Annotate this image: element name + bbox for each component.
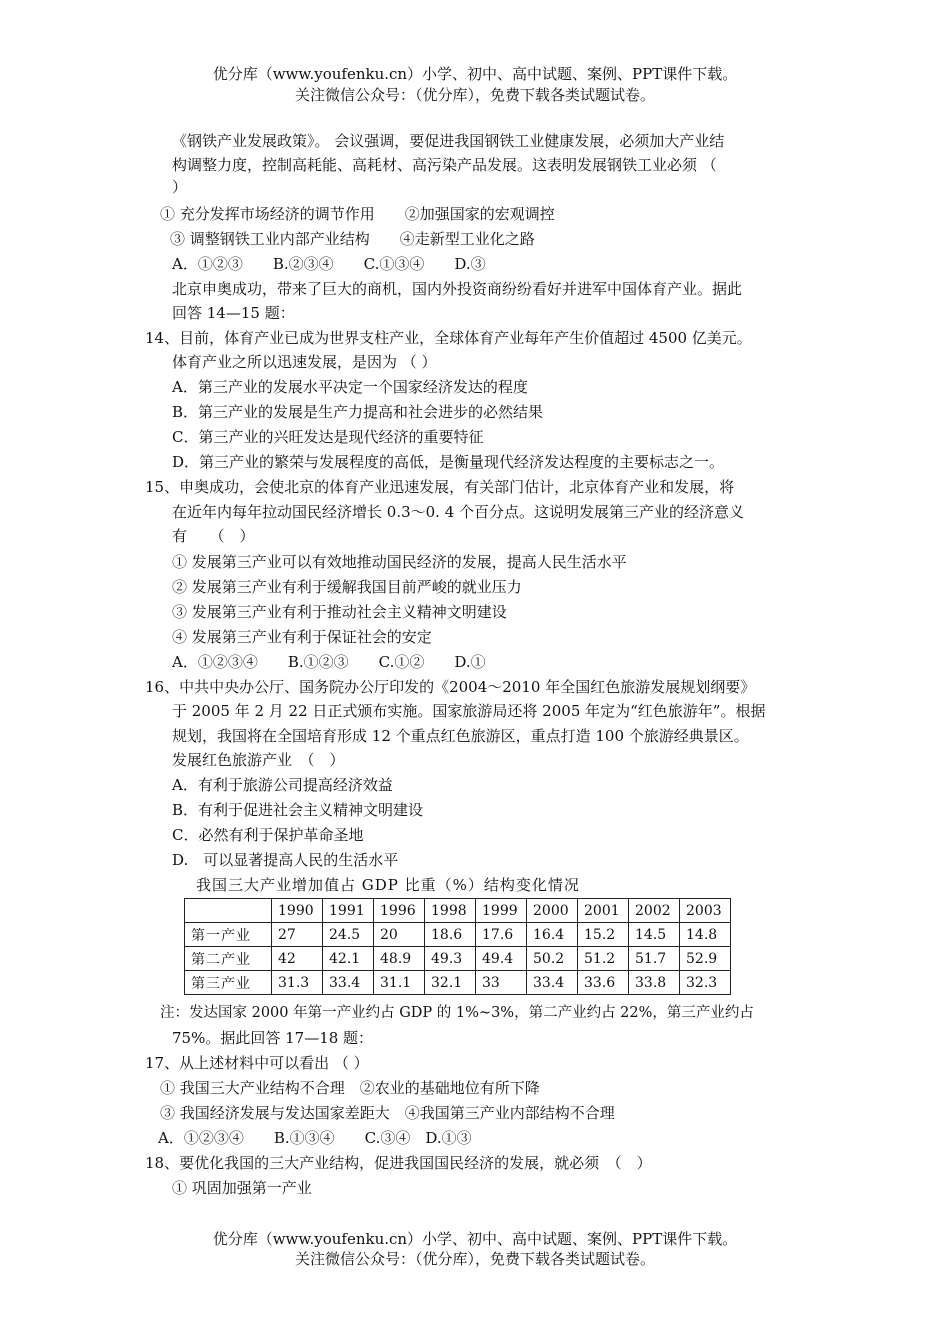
table-title: 我国三大产业增加值占 GDP 比重（%）结构变化情况	[196, 876, 580, 894]
year-header-cell: 1998	[425, 899, 476, 923]
q17-option-row-1: ① 我国三大产业结构不合理 ②农业的基础地位有所下降	[160, 1079, 540, 1097]
gdp-structure-table	[184, 898, 731, 995]
q14-stem-line-1: 14、目前，体育产业已成为世界支柱产业，全球体育产业每年产生价值超过 4500 亿美元。	[145, 329, 752, 347]
q16-option-a: A．有利于旅游公司提高经济效益	[172, 776, 393, 794]
table-cell: 20	[374, 923, 425, 947]
table-row	[185, 923, 731, 947]
table-cell: 14.8	[680, 923, 731, 947]
year-header-cell: 2003	[680, 899, 731, 923]
intro-14-15-line-2: 回答 14—15 题：	[172, 304, 295, 322]
table-cell: 51.7	[629, 947, 680, 971]
table-cell: 31.1	[374, 971, 425, 995]
q14-stem-line-2: 体育产业之所以迅速发展，是因为 （ ）	[172, 353, 437, 371]
q15-statement-2: ② 发展第三产业有利于缓解我国目前严峻的就业压力	[172, 578, 522, 596]
table-cell: 17.6	[476, 923, 527, 947]
q17-stem: 17、从上述材料中可以看出 （ ）	[145, 1054, 369, 1072]
year-header-cell: 2000	[527, 899, 578, 923]
table-cell: 52.9	[680, 947, 731, 971]
page-footer-line-1: 优分库（www.youfenku.cn）小学、初中、高中试题、案例、PPT课件下载。	[212, 1230, 738, 1248]
table-corner-cell	[185, 899, 272, 923]
q15-stem-line-2: 在近年内每年拉动国民经济增长 0.3～0. 4 个百分点。这说明发展第三产业的经济意义	[172, 503, 745, 521]
table-cell: 15.2	[578, 923, 629, 947]
q13-stem-line-1: 《钢铁产业发展政策》。 会议强调，要促进我国钢铁工业健康发展，必须加大产业结	[172, 132, 725, 150]
table-cell: 32.3	[680, 971, 731, 995]
table-cell: 27	[272, 923, 323, 947]
year-header-cell: 1990	[272, 899, 323, 923]
year-header-cell: 1999	[476, 899, 527, 923]
page-header-line-1: 优分库（www.youfenku.cn）小学、初中、高中试题、案例、PPT课件下载。	[212, 65, 738, 83]
table-cell: 51.2	[578, 947, 629, 971]
q16-stem-line-2: 于 2005 年 2 月 22 日正式颁布实施。国家旅游局还将 2005 年定为“红色旅游年”。根据	[172, 702, 766, 720]
table-cell: 16.4	[527, 923, 578, 947]
year-header-cell: 2001	[578, 899, 629, 923]
q13-option-row-2: ③ 调整钢铁工业内部产业结构 ④走新型工业化之路	[170, 230, 535, 248]
table-cell: 33.4	[323, 971, 374, 995]
table-cell: 14.5	[629, 923, 680, 947]
year-header-cell: 1991	[323, 899, 374, 923]
q15-stem-line-1: 15、申奥成功，会使北京的体育产业迅速发展，有关部门估计，北京体育产业和发展，将	[145, 478, 735, 496]
q15-statement-1: ① 发展第三产业可以有效地推动国民经济的发展，提高人民生活水平	[172, 553, 627, 571]
q15-stem-line-3: 有 （ ）	[172, 527, 255, 545]
q17-option-row-2: ③ 我国经济发展与发达国家差距大 ④我国第三产业内部结构不合理	[160, 1104, 615, 1122]
table-cell: 31.3	[272, 971, 323, 995]
table-cell: 18.6	[425, 923, 476, 947]
q16-option-b: B．有利于促进社会主义精神文明建设	[172, 801, 424, 819]
q14-option-a: A．第三产业的发展水平决定一个国家经济发达的程度	[172, 378, 528, 396]
q16-option-d: D. 可以显著提高人民的生活水平	[172, 851, 399, 869]
table-cell: 33	[476, 971, 527, 995]
table-cell: 42.1	[323, 947, 374, 971]
row-label-secondary-industry: 第二产业	[185, 947, 272, 971]
year-header-cell: 1996	[374, 899, 425, 923]
note-line-1: 注：发达国家 2000 年第一产业约占 GDP 的 1%~3%，第二产业约占 22%，第三产业约占	[160, 1005, 754, 1021]
row-label-primary-industry: 第一产业	[185, 923, 272, 947]
year-header-cell: 2002	[629, 899, 680, 923]
q18-option-1: ① 巩固加强第一产业	[172, 1179, 312, 1197]
q16-stem-line-3: 规划，我国将在全国培育形成 12 个重点红色旅游区，重点打造 100 个旅游经典景区。	[172, 727, 749, 745]
q14-option-d: D．第三产业的繁荣与发展程度的高低，是衡量现代经济发达程度的主要标志之一。	[172, 453, 725, 471]
q15-statement-3: ③ 发展第三产业有利于推动社会主义精神文明建设	[172, 603, 507, 621]
q18-stem: 18、要优化我国的三大产业结构，促进我国国民经济的发展，就必须 （ ）	[145, 1154, 652, 1172]
table-cell: 33.8	[629, 971, 680, 995]
table-row	[185, 971, 731, 995]
q15-choices: A．①②③④ B.①②③ C.①② D.①	[172, 653, 486, 671]
note-line-2: 75%。据此回答 17—18 题：	[172, 1029, 374, 1047]
page-footer-line-2: 关注微信公众号：（优分库），免费下载各类试题试卷。	[294, 1250, 655, 1268]
table-cell: 33.6	[578, 971, 629, 995]
page-header-line-2: 关注微信公众号：（优分库），免费下载各类试题试卷。	[294, 86, 655, 104]
intro-14-15-line-1: 北京申奥成功，带来了巨大的商机，国内外投资商纷纷看好并进军中国体育产业。据此	[172, 280, 743, 298]
q16-option-c: C．必然有利于保护革命圣地	[172, 826, 364, 844]
row-label-tertiary-industry: 第三产业	[185, 971, 272, 995]
q13-stem-line-3: ）	[172, 178, 188, 196]
q13-option-row-1: ① 充分发挥市场经济的调节作用 ②加强国家的宏观调控	[160, 205, 555, 223]
q15-statement-4: ④ 发展第三产业有利于保证社会的安定	[172, 628, 432, 646]
table-cell: 33.4	[527, 971, 578, 995]
table-cell: 49.3	[425, 947, 476, 971]
q16-stem-line-4: 发展红色旅游产业 （ ）	[172, 751, 345, 769]
q16-stem-line-1: 16、中共中央办公厅、国务院办公厅印发的《2004～2010 年全国红色旅游发展规划纲要》	[145, 678, 756, 696]
table-cell: 32.1	[425, 971, 476, 995]
table-cell: 50.2	[527, 947, 578, 971]
q13-stem-line-2: 构调整力度，控制高耗能、高耗材、高污染产品发展。这表明发展钢铁工业必须 （	[172, 156, 717, 174]
table-row	[185, 947, 731, 971]
q17-choices: A．①②③④ B.①③④ C.③④ D.①③	[158, 1129, 472, 1147]
q14-option-b: B．第三产业的发展是生产力提高和社会进步的必然结果	[172, 403, 544, 421]
table-cell: 24.5	[323, 923, 374, 947]
q14-option-c: C．第三产业的兴旺发达是现代经济的重要特征	[172, 428, 484, 446]
table-header-row	[185, 899, 731, 923]
q13-choices: A．①②③ B.②③④ C.①③④ D.③	[172, 255, 486, 273]
table-cell: 42	[272, 947, 323, 971]
table-cell: 48.9	[374, 947, 425, 971]
table-cell: 49.4	[476, 947, 527, 971]
